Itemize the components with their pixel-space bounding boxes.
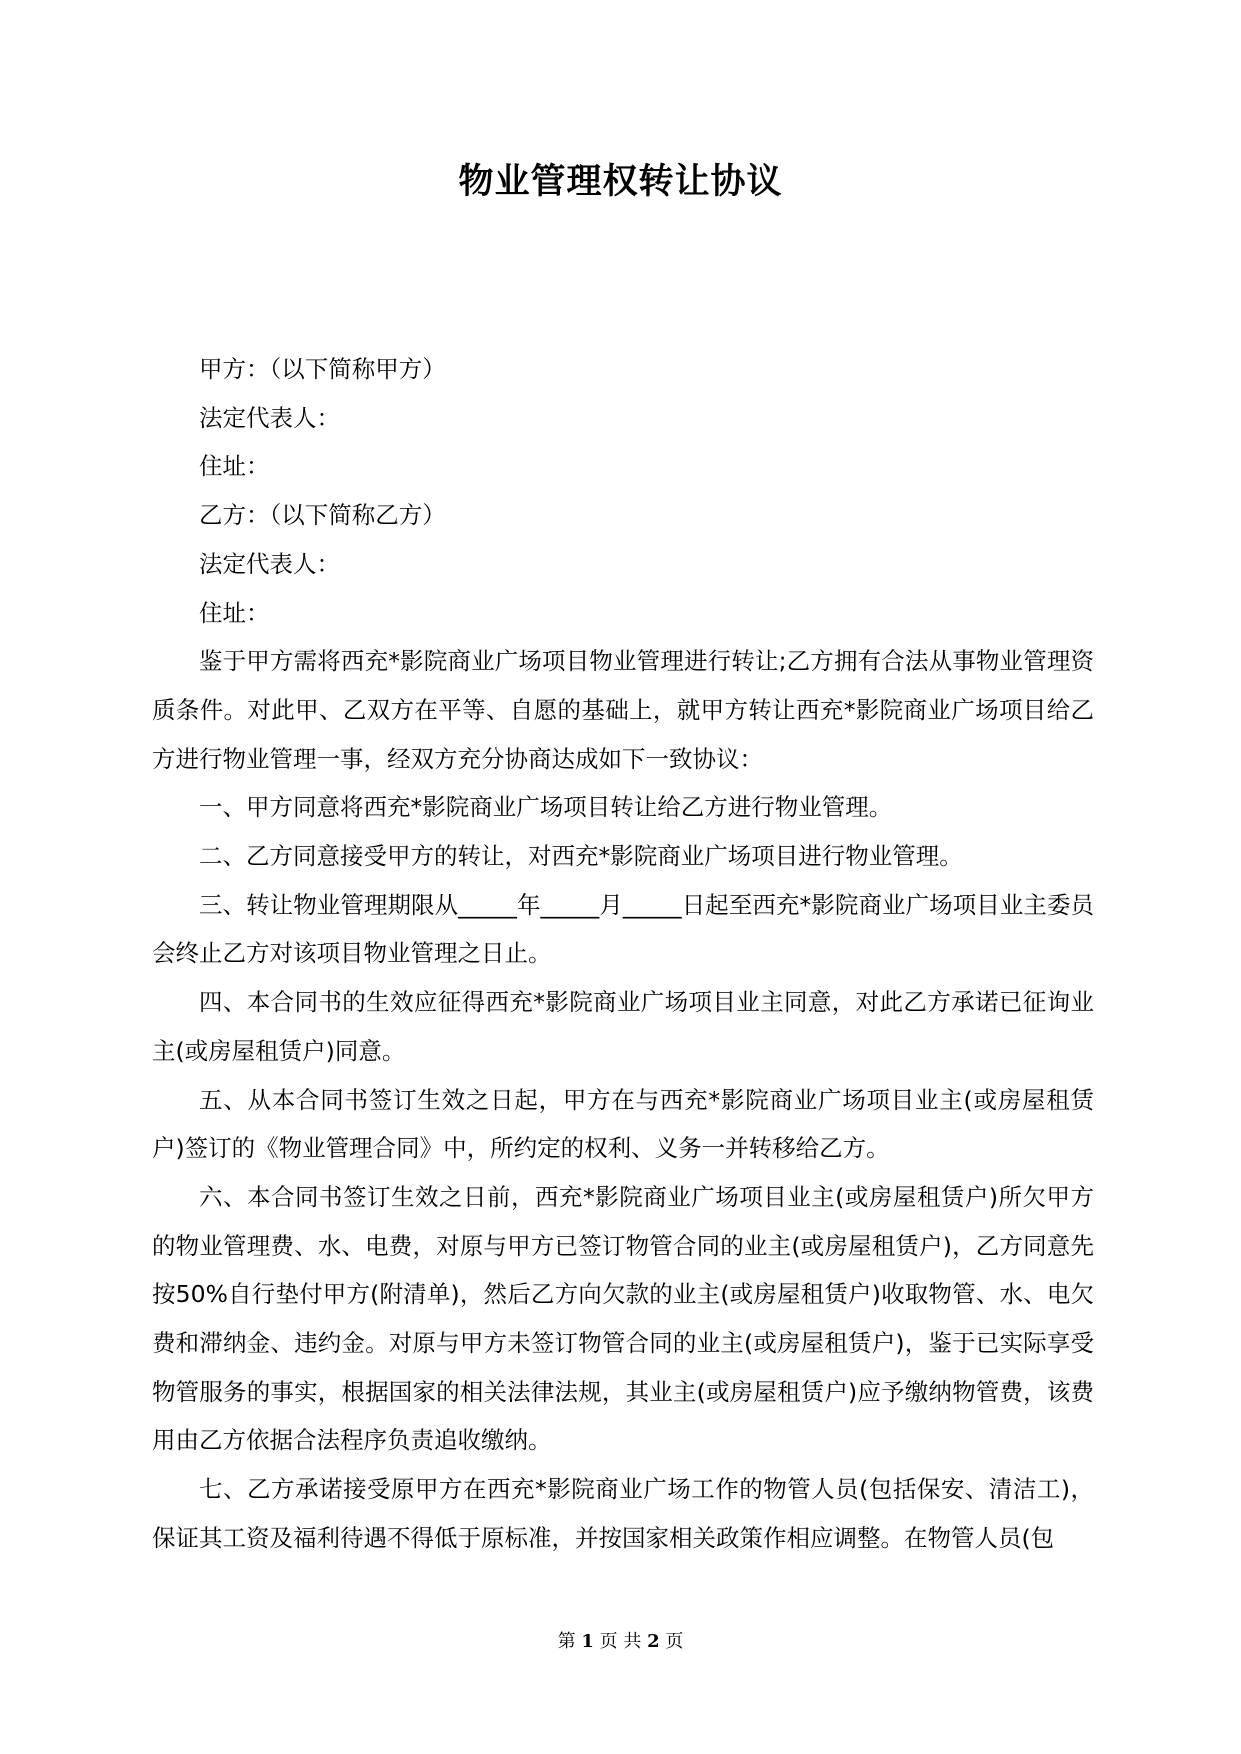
party-a-address: 住址： [199,452,270,481]
clause-1: 一、甲方同意将西充*影院商业广场项目转让给乙方进行物业管理。 [199,793,893,822]
footer-total-pages: 2 [647,1631,660,1652]
clause-2: 二、乙方同意接受甲方的转让，对西充*影院商业广场项目进行物业管理。 [199,842,963,871]
party-b-representative: 法定代表人： [199,549,340,578]
party-a-line: 甲方：（以下简称甲方） [199,355,446,383]
clause-5: 五、从本合同书签订生效之日起，甲方在与西充*影院商业广场项目业主(或房屋租赁户)签订的《物业管理合同》中，所约定的权利、义务一并转移给乙方。 [152,1085,1094,1163]
clause-3: 三、转让物业管理期限从_____年_____月_____日起至西充*影院商业广场项目业主委员会终止乙方对该项目物业管理之日止。 [152,890,1094,968]
party-b-line: 乙方：（以下简称乙方） [199,501,446,530]
document-body [152,345,1094,1563]
clause-6: 六、本合同书签订生效之日前，西充*影院商业广场项目业主(或房屋租赁户)所欠甲方的物业管理费、水、电费，对原与甲方已签订物管合同的业主(或房屋租赁户)，乙方同意先按50%自行垫付甲方(附清单)，然后乙方向欠款的业主(或房屋租赁户)收取物管、水、电欠费和滞纳金、违约金。对原与甲方未签订物管合同的业主(或房屋租赁户)，鉴于已实际享受物管服务的事实，根据国家的相关法律法规，其业主(或房屋租赁户)应予缴纳物管费，该费用由乙方依据合法程序负责追收缴纳。 [152,1182,1094,1455]
clause-4: 四、本合同书的生效应征得西充*影院商业广场项目业主同意，对此乙方承诺已征询业主(或房屋租赁户)同意。 [152,988,1094,1065]
footer-suffix: 页 [665,1631,684,1652]
clause-7: 七、乙方承诺接受原甲方在西充*影院商业广场工作的物管人员(包括保安、清洁工)，保证其工资及福利待遇不得低于原标准，并按国家相关政策作相应调整。在物管人员(包 [152,1475,1094,1552]
preamble-paragraph: 鉴于甲方需将西充*影院商业广场项目物业管理进行转让;乙方拥有合法从事物业管理资质条件。对此甲、乙双方在平等、自愿的基础上，就甲方转让西充*影院商业广场项目给乙方进行物业管理一事，经双方充分协商达成如下一致协议： [152,647,1094,773]
footer-middle: 页 共 [599,1631,642,1652]
footer-prefix: 第 [557,1631,576,1652]
party-a-representative: 法定代表人： [199,403,340,432]
footer-page-number: 1 [581,1631,594,1652]
party-b-address: 住址： [199,598,270,627]
page-footer [0,1630,1241,1654]
document-title: 物业管理权转让协议 [458,162,783,202]
